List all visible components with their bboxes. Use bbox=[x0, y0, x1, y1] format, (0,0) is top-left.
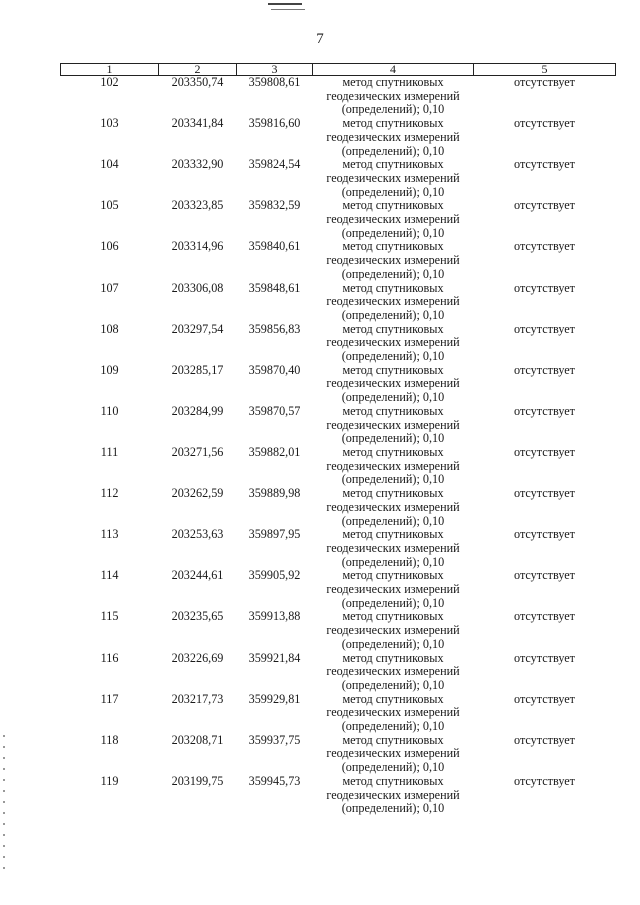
method-line: (определений); 0,10 bbox=[341, 143, 445, 158]
method-line: геодезических измерений bbox=[326, 294, 460, 309]
table-row bbox=[61, 323, 616, 364]
scan-artifact bbox=[268, 3, 302, 5]
description-cell: отсутствует bbox=[514, 280, 575, 295]
method-cell bbox=[313, 76, 474, 118]
y-coordinate-cell: 359905,92 bbox=[248, 568, 301, 583]
method-line: геодезических измерений bbox=[326, 335, 460, 350]
y-coordinate-cell: 359889,98 bbox=[248, 486, 301, 501]
header-col-3: 3 bbox=[237, 64, 313, 76]
table-row bbox=[61, 240, 616, 281]
table-row bbox=[61, 282, 616, 323]
point-number-cell: 109 bbox=[100, 362, 119, 377]
method-cell bbox=[313, 569, 474, 610]
method-line: метод спутниковых bbox=[342, 280, 444, 295]
x-coordinate-cell: 203284,99 bbox=[171, 403, 224, 418]
table-header-row bbox=[61, 64, 616, 76]
method-cell bbox=[313, 117, 474, 158]
y-coordinate-cell: 359870,57 bbox=[248, 403, 301, 418]
description-cell: отсутствует bbox=[514, 691, 575, 706]
table-row bbox=[61, 364, 616, 405]
method-line: геодезических измерений bbox=[326, 376, 460, 391]
x-coordinate-cell: 203285,17 bbox=[171, 362, 224, 377]
description-cell: отсутствует bbox=[514, 444, 575, 459]
x-coordinate-cell: 203314,96 bbox=[171, 239, 224, 254]
table-row bbox=[61, 652, 616, 693]
method-cell bbox=[313, 487, 474, 528]
point-number-cell: 119 bbox=[100, 773, 119, 788]
x-coordinate-cell: 203235,65 bbox=[171, 609, 224, 624]
method-line: метод спутниковых bbox=[342, 650, 444, 665]
table-row bbox=[61, 405, 616, 446]
point-number-cell: 113 bbox=[100, 527, 119, 542]
x-coordinate-cell: 203341,84 bbox=[171, 116, 224, 131]
x-coordinate-cell: 203350,74 bbox=[171, 75, 224, 89]
point-number-cell: 106 bbox=[100, 239, 119, 254]
method-line: геодезических измерений bbox=[326, 170, 460, 185]
point-number-cell: 105 bbox=[100, 198, 119, 213]
description-cell: отсутствует bbox=[514, 157, 575, 172]
method-cell bbox=[313, 734, 474, 775]
y-coordinate-cell: 359929,81 bbox=[248, 691, 301, 706]
method-line: (определений); 0,10 bbox=[341, 225, 445, 240]
method-line: (определений); 0,10 bbox=[341, 719, 445, 734]
method-line: метод спутниковых bbox=[342, 116, 444, 131]
table-row bbox=[61, 446, 616, 487]
description-cell: отсутствует bbox=[514, 486, 575, 501]
method-cell bbox=[313, 405, 474, 446]
x-coordinate-cell: 203297,54 bbox=[171, 321, 224, 336]
header-col-1: 1 bbox=[61, 64, 159, 76]
description-cell: отсутствует bbox=[514, 403, 575, 418]
method-line: метод спутниковых bbox=[342, 691, 444, 706]
method-cell bbox=[313, 528, 474, 569]
description-cell: отсутствует bbox=[514, 116, 575, 131]
method-line: (определений); 0,10 bbox=[341, 349, 445, 364]
description-cell: отсутствует bbox=[514, 568, 575, 583]
point-number-cell: 118 bbox=[100, 732, 119, 747]
table-row bbox=[61, 775, 616, 816]
description-cell: отсутствует bbox=[514, 732, 575, 747]
method-line: (определений); 0,10 bbox=[341, 184, 445, 199]
method-line: метод спутниковых bbox=[342, 403, 444, 418]
table-row bbox=[61, 528, 616, 569]
method-cell bbox=[313, 652, 474, 693]
point-number-cell: 104 bbox=[100, 157, 119, 172]
method-line: геодезических измерений bbox=[326, 499, 460, 514]
method-line: (определений); 0,10 bbox=[341, 472, 445, 487]
method-line: геодезических измерений bbox=[326, 623, 460, 638]
method-line: геодезических измерений bbox=[326, 787, 460, 802]
point-number-cell: 102 bbox=[100, 75, 119, 89]
y-coordinate-cell: 359824,54 bbox=[248, 157, 301, 172]
x-coordinate-cell: 203208,71 bbox=[171, 732, 224, 747]
table-row bbox=[61, 610, 616, 651]
point-number-cell: 117 bbox=[100, 691, 119, 706]
point-number-cell: 108 bbox=[100, 321, 119, 336]
description-cell: отсутствует bbox=[514, 650, 575, 665]
method-line: геодезических измерений bbox=[326, 540, 460, 555]
y-coordinate-cell: 359848,61 bbox=[248, 280, 301, 295]
description-cell: отсутствует bbox=[514, 75, 575, 89]
y-coordinate-cell: 359870,40 bbox=[248, 362, 301, 377]
method-cell bbox=[313, 610, 474, 651]
method-line: (определений); 0,10 bbox=[341, 307, 445, 322]
x-coordinate-cell: 203226,69 bbox=[171, 650, 224, 665]
table-row bbox=[61, 734, 616, 775]
scan-artifact bbox=[271, 9, 305, 10]
table-row bbox=[61, 158, 616, 199]
point-number-cell: 114 bbox=[100, 568, 119, 583]
x-coordinate-cell: 203262,59 bbox=[171, 486, 224, 501]
method-line: (определений); 0,10 bbox=[341, 431, 445, 446]
point-number-cell: 110 bbox=[100, 403, 119, 418]
method-cell bbox=[313, 364, 474, 405]
header-col-5: 5 bbox=[474, 64, 616, 76]
y-coordinate-cell: 359937,75 bbox=[248, 732, 301, 747]
y-coordinate-cell: 359808,61 bbox=[248, 75, 301, 89]
method-line: метод спутниковых bbox=[342, 239, 444, 254]
method-cell bbox=[313, 775, 474, 816]
x-coordinate-cell: 203244,61 bbox=[171, 568, 224, 583]
method-line: геодезических измерений bbox=[326, 129, 460, 144]
page-number: 7 bbox=[316, 31, 324, 47]
header-col-4: 4 bbox=[313, 64, 474, 76]
table-row bbox=[61, 117, 616, 158]
method-line: (определений); 0,10 bbox=[341, 801, 445, 816]
method-line: геодезических измерений bbox=[326, 212, 460, 227]
method-line: геодезических измерений bbox=[326, 417, 460, 432]
x-coordinate-cell: 203323,85 bbox=[171, 198, 224, 213]
x-coordinate-cell: 203217,73 bbox=[171, 691, 224, 706]
point-number-cell: 116 bbox=[100, 650, 119, 665]
x-coordinate-cell: 203253,63 bbox=[171, 527, 224, 542]
method-line: метод спутниковых bbox=[342, 486, 444, 501]
method-cell bbox=[313, 158, 474, 199]
scan-edge-marks bbox=[3, 735, 5, 875]
method-line: (определений); 0,10 bbox=[341, 102, 445, 117]
description-cell: отсутствует bbox=[514, 321, 575, 336]
table-row bbox=[61, 76, 616, 118]
method-line: метод спутниковых bbox=[342, 75, 444, 89]
y-coordinate-cell: 359816,60 bbox=[248, 116, 301, 131]
y-coordinate-cell: 359856,83 bbox=[248, 321, 301, 336]
point-number-cell: 107 bbox=[100, 280, 119, 295]
method-line: метод спутниковых bbox=[342, 362, 444, 377]
coordinates-table bbox=[60, 63, 616, 816]
x-coordinate-cell: 203306,08 bbox=[171, 280, 224, 295]
method-line: (определений); 0,10 bbox=[341, 390, 445, 405]
method-line: метод спутниковых bbox=[342, 568, 444, 583]
description-cell: отсутствует bbox=[514, 609, 575, 624]
x-coordinate-cell: 203271,56 bbox=[171, 444, 224, 459]
method-line: (определений); 0,10 bbox=[341, 595, 445, 610]
y-coordinate-cell: 359921,84 bbox=[248, 650, 301, 665]
description-cell: отсутствует bbox=[514, 527, 575, 542]
y-coordinate-cell: 359832,59 bbox=[248, 198, 301, 213]
method-line: геодезических измерений bbox=[326, 746, 460, 761]
description-cell: отсутствует bbox=[514, 239, 575, 254]
method-line: (определений); 0,10 bbox=[341, 677, 445, 692]
method-cell bbox=[313, 323, 474, 364]
method-line: метод спутниковых bbox=[342, 321, 444, 336]
method-line: геодезических измерений bbox=[326, 253, 460, 268]
method-cell bbox=[313, 199, 474, 240]
method-line: (определений); 0,10 bbox=[341, 513, 445, 528]
method-line: метод спутниковых bbox=[342, 609, 444, 624]
method-line: (определений); 0,10 bbox=[341, 636, 445, 651]
method-line: метод спутниковых bbox=[342, 732, 444, 747]
y-coordinate-cell: 359897,95 bbox=[248, 527, 301, 542]
x-coordinate-cell: 203332,90 bbox=[171, 157, 224, 172]
y-coordinate-cell: 359913,88 bbox=[248, 609, 301, 624]
header-col-2: 2 bbox=[159, 64, 237, 76]
table-row bbox=[61, 199, 616, 240]
method-cell bbox=[313, 240, 474, 281]
method-line: метод спутниковых bbox=[342, 198, 444, 213]
point-number-cell: 112 bbox=[100, 486, 119, 501]
method-line: геодезических измерений bbox=[326, 582, 460, 597]
method-line: геодезических измерений bbox=[326, 88, 460, 103]
point-number-cell: 111 bbox=[100, 444, 119, 459]
method-line: геодезических измерений bbox=[326, 664, 460, 679]
description-cell: отсутствует bbox=[514, 362, 575, 377]
table-row bbox=[61, 487, 616, 528]
method-line: (определений); 0,10 bbox=[341, 554, 445, 569]
method-line: геодезических измерений bbox=[326, 705, 460, 720]
point-number-cell: 115 bbox=[100, 609, 119, 624]
method-line: метод спутниковых bbox=[342, 527, 444, 542]
y-coordinate-cell: 359840,61 bbox=[248, 239, 301, 254]
method-line: (определений); 0,10 bbox=[341, 266, 445, 281]
y-coordinate-cell: 359945,73 bbox=[248, 773, 301, 788]
method-line: (определений); 0,10 bbox=[341, 760, 445, 775]
method-cell bbox=[313, 446, 474, 487]
method-line: метод спутниковых bbox=[342, 444, 444, 459]
method-cell bbox=[313, 282, 474, 323]
description-cell: отсутствует bbox=[514, 773, 575, 788]
method-cell bbox=[313, 693, 474, 734]
method-line: геодезических измерений bbox=[326, 458, 460, 473]
description-cell: отсутствует bbox=[514, 198, 575, 213]
table-row bbox=[61, 693, 616, 734]
method-line: метод спутниковых bbox=[342, 157, 444, 172]
method-line: метод спутниковых bbox=[342, 773, 444, 788]
y-coordinate-cell: 359882,01 bbox=[248, 444, 301, 459]
point-number-cell: 103 bbox=[100, 116, 119, 131]
table-row bbox=[61, 569, 616, 610]
x-coordinate-cell: 203199,75 bbox=[171, 773, 224, 788]
